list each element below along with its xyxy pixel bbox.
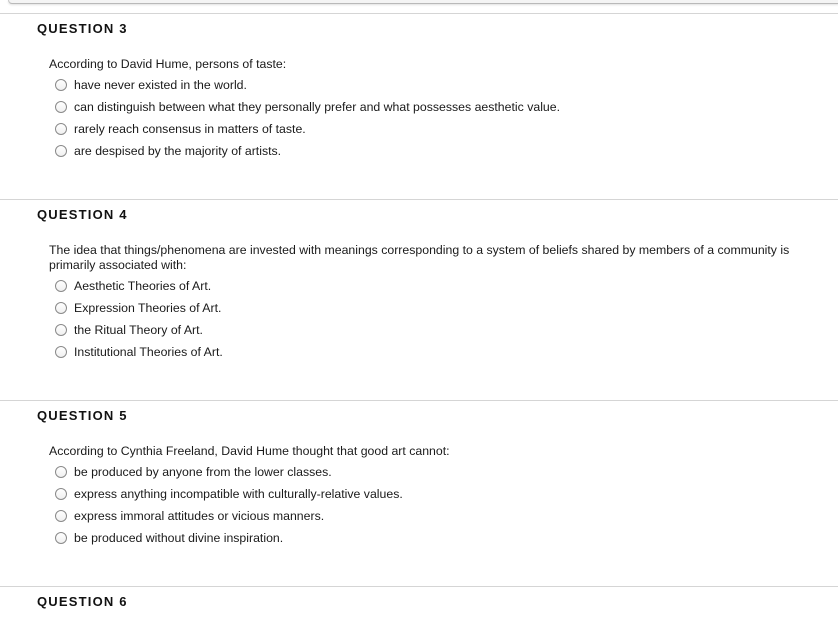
radio-button[interactable] xyxy=(55,324,67,336)
radio-button[interactable] xyxy=(55,466,67,478)
answer-option[interactable] xyxy=(55,118,560,140)
answer-option[interactable] xyxy=(55,527,403,549)
option-label[interactable]: Expression Theories of Art. xyxy=(74,301,222,315)
question-title: QUESTION 6 xyxy=(37,594,128,609)
option-label[interactable]: be produced by anyone from the lower classes. xyxy=(74,465,332,479)
option-label[interactable]: express anything incompatible with culturally-relative values. xyxy=(74,487,403,501)
radio-button[interactable] xyxy=(55,532,67,544)
question-title: QUESTION 3 xyxy=(37,21,128,36)
radio-button[interactable] xyxy=(55,280,67,292)
answer-option[interactable] xyxy=(55,505,403,527)
previous-section-edge xyxy=(8,0,838,4)
question-text: The idea that things/phenomena are invested with meanings corresponding to a system of beliefs shared by members of a community is primarily associated with: xyxy=(49,243,790,272)
answer-option[interactable] xyxy=(55,461,403,483)
question-6 xyxy=(0,586,838,619)
option-label[interactable]: be produced without divine inspiration. xyxy=(74,531,284,545)
question-text: According to David Hume, persons of taste: xyxy=(49,57,287,71)
radio-button[interactable] xyxy=(55,79,67,91)
radio-button[interactable] xyxy=(55,145,67,157)
option-label[interactable]: rarely reach consensus in matters of taste. xyxy=(74,122,306,136)
question-title: QUESTION 5 xyxy=(37,408,128,423)
question-3 xyxy=(0,13,838,200)
radio-button[interactable] xyxy=(55,488,67,500)
answer-option[interactable] xyxy=(55,275,223,297)
answer-options xyxy=(55,275,223,363)
radio-button[interactable] xyxy=(55,101,67,113)
option-label[interactable]: the Ritual Theory of Art. xyxy=(74,323,203,337)
question-title: QUESTION 4 xyxy=(37,207,128,222)
option-label[interactable]: Aesthetic Theories of Art. xyxy=(74,279,212,293)
radio-button[interactable] xyxy=(55,302,67,314)
answer-option[interactable] xyxy=(55,74,560,96)
option-label[interactable]: express immoral attitudes or vicious manners. xyxy=(74,509,325,523)
radio-button[interactable] xyxy=(55,510,67,522)
question-5 xyxy=(0,400,838,587)
option-label[interactable]: Institutional Theories of Art. xyxy=(74,345,223,359)
answer-options xyxy=(55,461,403,549)
answer-option[interactable] xyxy=(55,297,223,319)
answer-options xyxy=(55,74,560,162)
radio-button[interactable] xyxy=(55,123,67,135)
answer-option[interactable] xyxy=(55,341,223,363)
answer-option[interactable] xyxy=(55,96,560,118)
question-text: According to Cynthia Freeland, David Hume thought that good art cannot: xyxy=(49,444,450,458)
option-label[interactable]: are despised by the majority of artists. xyxy=(74,144,282,158)
answer-option[interactable] xyxy=(55,319,223,341)
option-label[interactable]: can distinguish between what they personally prefer and what possesses aesthetic value. xyxy=(74,100,561,114)
question-4 xyxy=(0,199,838,401)
option-label[interactable]: have never existed in the world. xyxy=(74,78,247,92)
answer-option[interactable] xyxy=(55,140,560,162)
radio-button[interactable] xyxy=(55,346,67,358)
answer-option[interactable] xyxy=(55,483,403,505)
